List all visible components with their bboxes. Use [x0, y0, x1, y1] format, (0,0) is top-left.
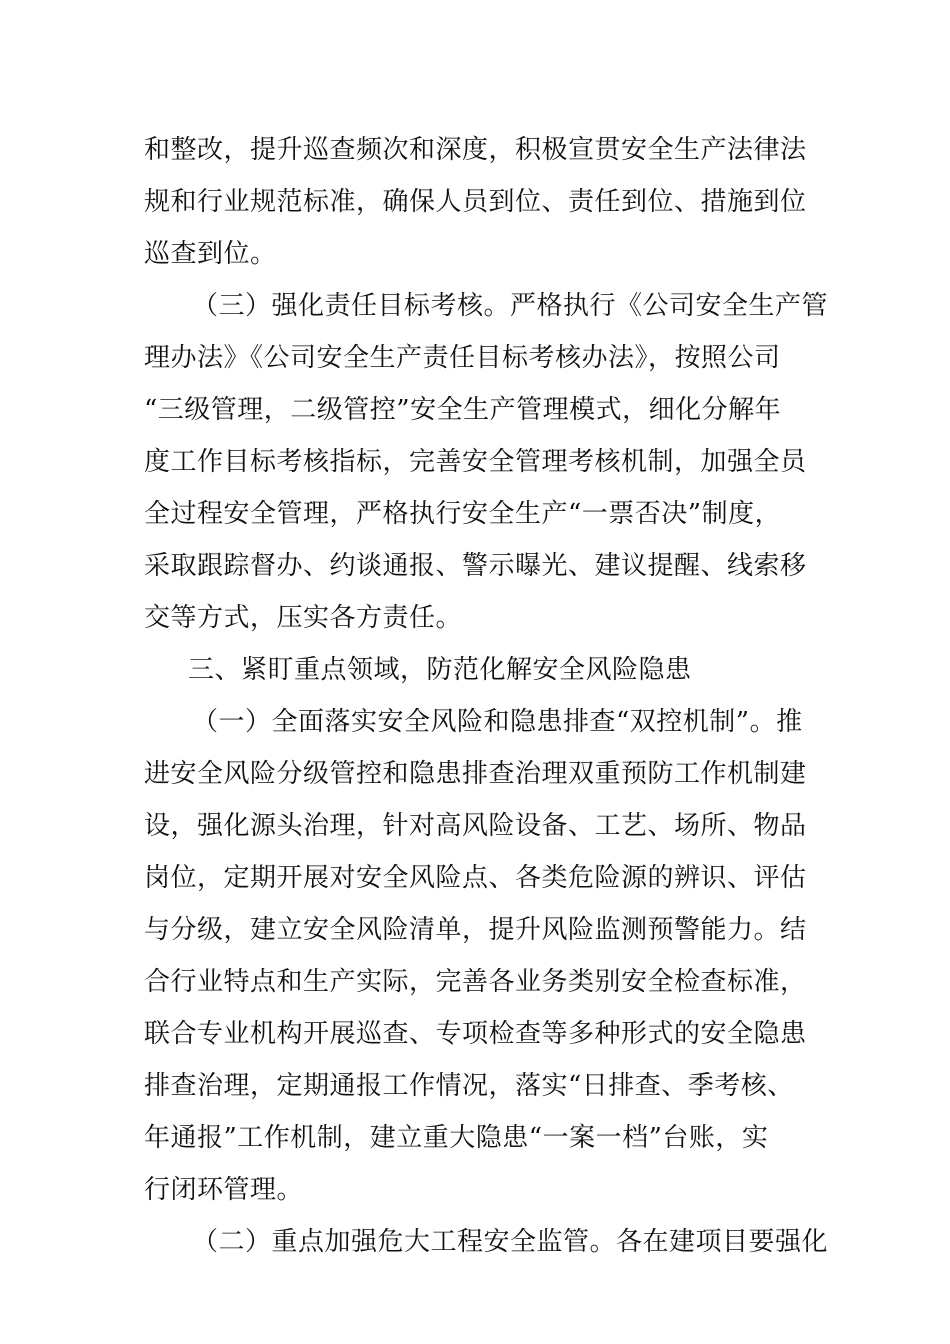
text-line: 全过程安全管理，严格执行安全生产“一票否决”制度，	[144, 499, 782, 529]
text-line: （二）重点加强危大工程安全监管。各在建项目要强化	[192, 1227, 829, 1257]
text-line: 岗位，定期开展对安全风险点、各类危险源的辨识、评估	[144, 863, 807, 893]
paragraph-section-3-1	[144, 696, 810, 1216]
paragraph-section-2-3	[144, 280, 829, 644]
text-line: （三）强化责任目标考核。严格执行《公司安全生产管	[192, 291, 829, 321]
text-line: 排查治理，定期通报工作情况，落实“日排查、季考核、	[144, 1071, 794, 1101]
paragraph-continued	[144, 124, 810, 280]
text-line: “三级管理，二级管控”安全生产管理模式，细化分解年	[144, 395, 782, 425]
text-line: 设，强化源头治理，针对高风险设备、工艺、场所、物品	[144, 811, 807, 841]
text-line: 联合专业机构开展巡查、专项检查等多种形式的安全隐患	[144, 1019, 807, 1049]
text-line: 采取跟踪督办、约谈通报、警示曝光、建议提醒、线索移	[144, 551, 807, 581]
text-line: 与分级，建立安全风险清单，提升风险监测预警能力。结	[144, 915, 807, 945]
text-line: 行闭环管理。	[144, 1175, 304, 1205]
text-line: 交等方式，压实各方责任。	[144, 603, 463, 633]
document-body	[144, 124, 829, 1268]
text-line: 年通报”工作机制，建立重大隐患“一案一档”台账，实	[144, 1123, 769, 1153]
text-line: 理办法》《公司安全生产责任目标考核办法》，按照公司	[144, 343, 781, 373]
text-line: 度工作目标考核指标，完善安全管理考核机制，加强全员	[144, 447, 807, 477]
text-line: 合行业特点和生产实际，完善各业务类别安全检查标准，	[144, 967, 807, 997]
section-heading: 三、紧盯重点领域，防范化解安全风险隐患	[188, 655, 692, 685]
text-line: （一）全面落实安全风险和隐患排查“双控机制”。推	[192, 707, 803, 737]
paragraph-section-3-2	[144, 1216, 829, 1268]
text-line: 进安全风险分级管控和隐患排查治理双重预防工作机制建	[144, 759, 807, 789]
text-line: 巡查到位。	[144, 239, 277, 269]
text-line: 规和行业规范标准，确保人员到位、责任到位、措施到位	[144, 187, 807, 217]
text-line: 和整改，提升巡查频次和深度，积极宣贯安全生产法律法	[144, 135, 807, 165]
